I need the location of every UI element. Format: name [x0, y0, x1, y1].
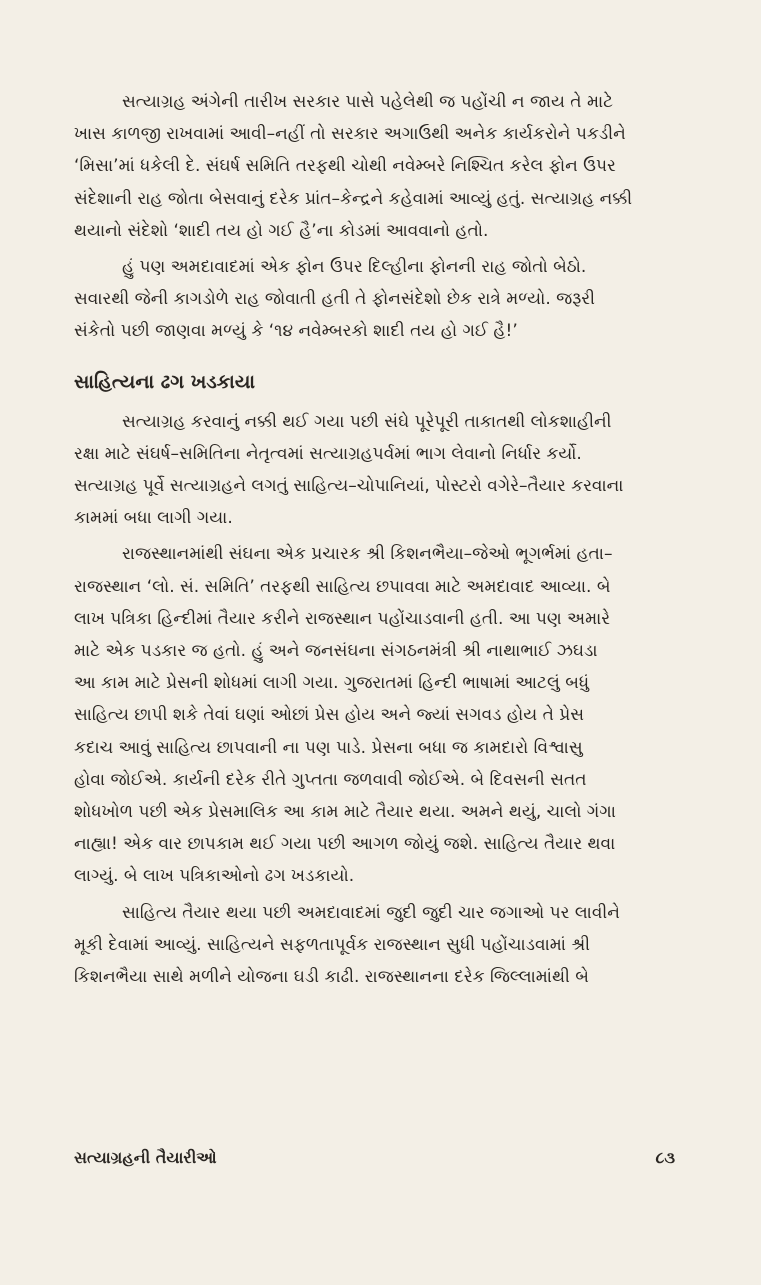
text-line: સંકેતો પછી જાણવા મળ્યું કે ‘૧૪ નવેમ્બરકો શાદી તય હો ગઈ હૈ!’	[74, 321, 518, 342]
text-line: લાગ્યું. બે લાખ પત્રિકાઓનો ઢગ ખડકાયો.	[74, 866, 355, 887]
text-line: શોધખોળ પછી એક પ્રેસમાલિક આ કામ માટે તૈયાર થયા. અમને થયું, ચાલો ગંગા	[74, 802, 616, 823]
text-line: સાહિત્ય તૈયાર થયા પછી અમદાવાદમાં જુદી જુદી ચાર જગાઓ પર લાવીને	[122, 902, 620, 923]
text-line: મૂકી દેવામાં આવ્યું. સાહિત્યને સફળતાપૂર્વક રાજસ્થાન સુધી પહોંચાડવામાં શ્રી	[74, 934, 591, 955]
text-line: લાખ પત્રિકા હિન્દીમાં તૈયાર કરીને રાજસ્થાન પહોંચાડવાની હતી. આ પણ અમારે	[74, 608, 611, 629]
text-line: ‘મિસા’માં ધકેલી દે. સંઘર્ષ સમિતિ તરફથી ચોથી નવેમ્બરે નિશ્ચિત કરેલ ફોન ઉપર	[74, 156, 616, 177]
section-heading: સાહિત્યના ઢગ ખડકાયા	[74, 370, 256, 393]
text-line: સત્યાગ્રહ પૂર્વે સત્યાગ્રહને લગતું સાહિત્ય–ચોપાનિયાં, પોસ્ટરો વગેરે–તૈયાર કરવાના	[74, 476, 624, 497]
text-line: થયાનો સંદેશો ‘શાદી તય હો ગઈ હૈ’ના કોડમાં આવવાનો હતો.	[74, 220, 489, 241]
text-line: કામમાં બધા લાગી ગયા.	[74, 508, 233, 529]
paragraph	[74, 406, 681, 535]
text-line: રાજસ્થાનમાંથી સંઘના એક પ્રચારક શ્રી કિશનભૈયા–જેઓ ભૂગર્ભમાં હતા–	[122, 544, 613, 565]
text-line: સત્યાગ્રહ કરવાનું નક્કી થઈ ગયા પછી સંઘે પૂરેપૂરી તાકાતથી લોકશાહીની	[122, 411, 612, 432]
text-line: આ કામ માટે પ્રેસની શોધમાં લાગી ગયા. ગુજરાતમાં હિન્દી ભાષામાં આટલું બધું	[74, 673, 590, 694]
text-line: ખાસ કાળજી રાખવામાં આવી–નહીં તો સરકાર અગાઉથી અનેક કાર્યકરોને પકડીને	[74, 124, 626, 145]
paragraph	[74, 251, 681, 348]
text-line: માટે એક પડકાર જ હતો. હું અને જનસંઘના સંગઠનમંત્રી શ્રી નાથાભાઈ ઝઘડા	[74, 641, 598, 662]
text-line: રક્ષા માટે સંઘર્ષ–સમિતિના નેતૃત્વમાં સત્યાગ્રહપર્વમાં ભાગ લેવાનો નિર્ધાર કર્યો.	[74, 443, 582, 464]
paragraph	[74, 86, 681, 247]
text-line: સત્યાગ્રહ અંગેની તારીખ સરકાર પાસે પહેલેથી જ પહોંચી ન જાય તે માટે	[122, 92, 614, 112]
text-line: સાહિત્ય છાપી શકે તેવાં ઘણાં ઓછાં પ્રેસ હોય અને જ્યાં સગવડ હોય તે પ્રેસ	[74, 705, 585, 726]
paragraph	[74, 538, 681, 892]
text-line: સવારથી જેની કાગડોળે રાહ જોવાતી હતી તે ફોનસંદેશો છેક રાત્રે મળ્યો. જરૂરી	[74, 289, 595, 310]
text-line: કદાચ આવું સાહિત્ય છાપવાની ના પણ પાડે. પ્રેસના બધા જ કામદારો વિશ્વાસુ	[74, 737, 583, 758]
text-line: નાહ્યા! એક વાર છાપકામ થઈ ગયા પછી આગળ જોયું જશે. સાહિત્ય તૈયાર થવા	[74, 834, 616, 855]
page-footer	[74, 1148, 675, 1168]
text-line: હોવા જોઈએ. કાર્યની દરેક રીતે ગુપ્તતા જળવાવી જોઈએ. બે દિવસની સતત	[74, 769, 587, 790]
text-section-top	[74, 86, 681, 348]
paragraph	[74, 897, 681, 994]
running-chapter-title: સત્યાગ્રહની તૈયારીઓ	[74, 1148, 217, 1167]
text-line: કિશનભૈયા સાથે મળીને યોજના ઘડી કાઢી. રાજસ્થાનના દરેક જિલ્લામાંથી બે	[74, 967, 589, 988]
text-line: સંદેશાની રાહ જોતા બેસવાનું દરેક પ્રાંત–કેન્દ્રને કહેવામાં આવ્યું હતું. સત્યાગ્રહ નક્કી	[74, 188, 633, 209]
text-line: રાજસ્થાન ‘લો. સં. સમિતિ’ તરફથી સાહિત્ય છપાવવા માટે અમદાવાદ આવ્યા. બે	[74, 576, 611, 597]
text-section-bottom	[74, 406, 681, 994]
text-line: હું પણ અમદાવાદમાં એક ફોન ઉપર દિલ્હીના ફોનની રાહ જોતો બેઠો.	[122, 257, 587, 278]
page-number: ૮૩	[655, 1148, 675, 1167]
